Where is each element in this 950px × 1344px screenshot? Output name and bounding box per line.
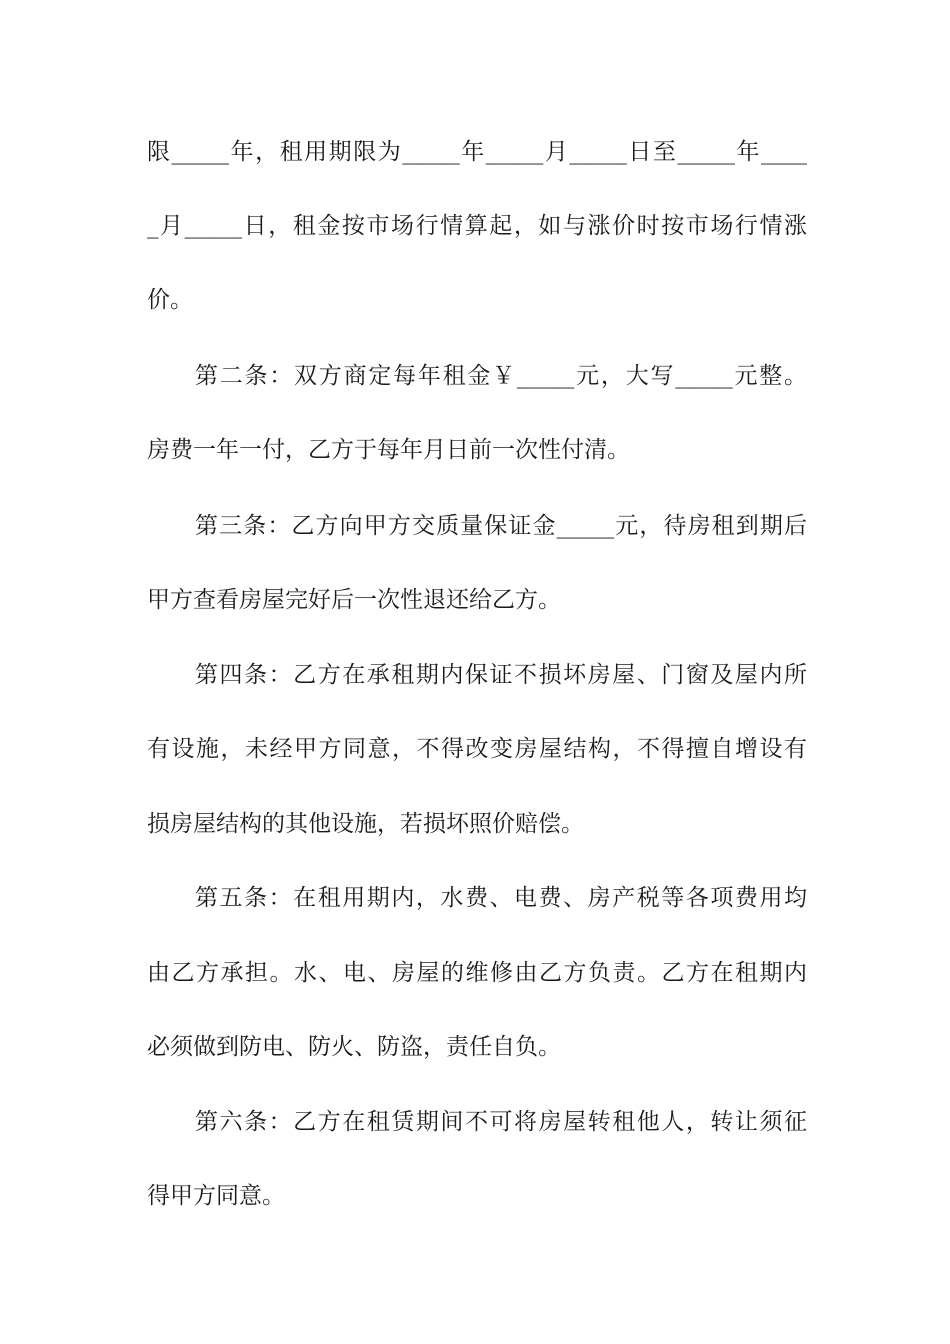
clause-4-line: 第四条：乙方在承租期内保证不损坏房屋、门窗及屋内所 — [195, 662, 807, 688]
text-line: 得甲方同意。 — [147, 1183, 285, 1209]
text-line: 损房屋结构的其他设施，若损坏照价赔偿。 — [147, 811, 584, 837]
text-line: 限_____年，租用期限为_____年_____月_____日至_____年____ — [147, 139, 807, 165]
text-line: 必须做到防电、防火、防盗，责任自负。 — [147, 1034, 561, 1060]
text-line: 甲方查看房屋完好后一次性退还给乙方。 — [147, 587, 561, 613]
clause-5-line: 第五条：在租用期内，水费、电费、房产税等各项费用均 — [195, 885, 807, 911]
text-line: 有设施，未经甲方同意，不得改变房屋结构，不得擅自增设有 — [147, 736, 807, 762]
clause-3-line: 第三条：乙方向甲方交质量保证金_____元，待房租到期后 — [195, 513, 807, 539]
clause-2-line: 第二条：双方商定每年租金￥_____元，大写_____元整。 — [195, 363, 807, 389]
text-line: 由乙方承担。水、电、房屋的维修由乙方负责。乙方在租期内 — [147, 960, 807, 986]
text-line: 价。 — [147, 287, 193, 313]
text-line: _月_____日，租金按市场行情算起，如与涨价时按市场行情涨 — [147, 213, 807, 239]
clause-6-line: 第六条：乙方在租赁期间不可将房屋转租他人，转让须征 — [195, 1109, 807, 1135]
text-line: 房费一年一付，乙方于每年月日前一次性付清。 — [147, 437, 630, 463]
